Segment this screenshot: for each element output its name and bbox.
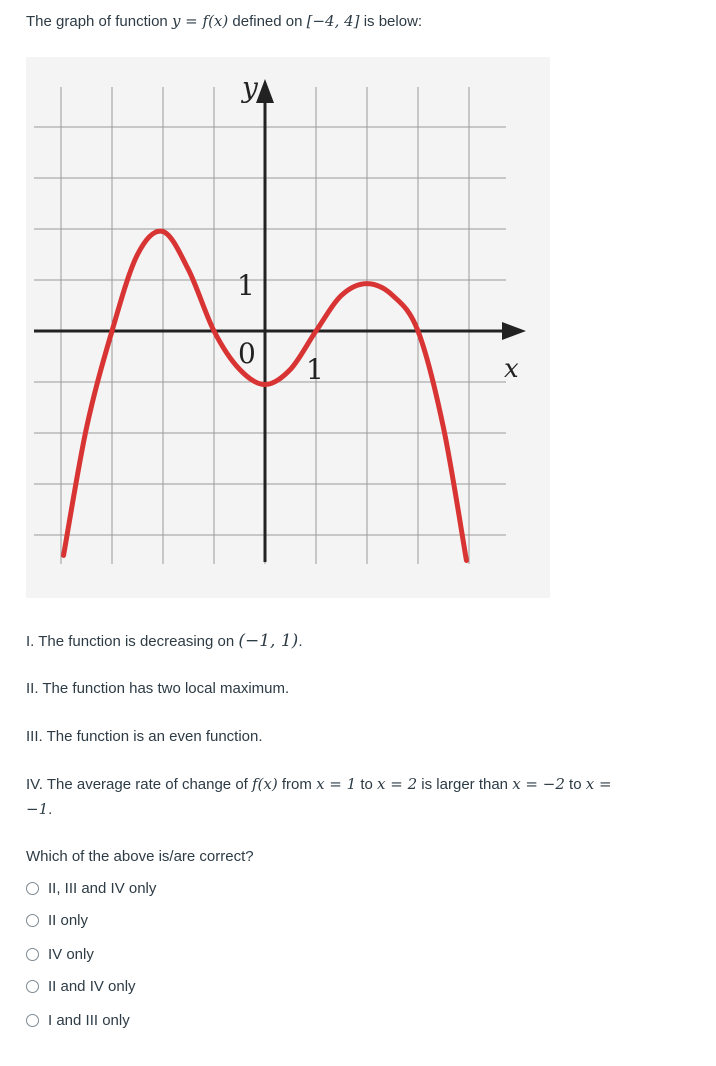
radio-button[interactable] (26, 914, 39, 927)
option-label: I and III only (48, 1012, 130, 1029)
statement-1-text: I. The function is decreasing on (26, 633, 239, 650)
statement-4-math-4: x = −2 (512, 775, 565, 793)
statement-4-part-a: IV. The average rate of change of (26, 776, 252, 793)
intro-after: is below: (359, 13, 423, 30)
graph-svg (26, 57, 550, 598)
radio-button[interactable] (26, 980, 39, 993)
intro-function: y = f(x) (171, 12, 229, 30)
tick-label-x-one: 1 (306, 353, 324, 386)
y-axis-arrow (256, 79, 274, 103)
answer-option-2[interactable] (26, 912, 88, 929)
statement-1-interval: (−1, 1) (238, 631, 299, 651)
option-label: IV only (48, 946, 94, 963)
axes (34, 79, 526, 562)
statement-4-part-c: to (356, 776, 378, 793)
option-label: II and IV only (48, 978, 136, 995)
tick-label-y-one: 1 (237, 269, 255, 302)
statement-2: II. The function has two local maximum. (26, 680, 290, 697)
intro-domain: [−4, 4] (306, 12, 360, 30)
answer-option-4[interactable] (26, 978, 136, 995)
intro-middle: defined on (228, 13, 307, 30)
statement-4-part-b: from (277, 776, 317, 793)
answer-option-3[interactable] (26, 946, 94, 963)
question-prompt: Which of the above is/are correct? (26, 848, 254, 865)
statement-4-continued (26, 800, 52, 818)
intro-before: The graph of function (26, 13, 172, 30)
radio-button[interactable] (26, 1014, 39, 1027)
answer-option-5[interactable] (26, 1012, 130, 1029)
radio-button[interactable] (26, 948, 39, 961)
option-label: II, III and IV only (48, 880, 157, 897)
statement-4-math-2: x = 1 (316, 775, 357, 793)
tick-label-origin: 0 (238, 337, 256, 370)
x-axis-label: x (504, 354, 519, 384)
statement-4-math-6: −1 (26, 800, 49, 818)
function-graph (26, 57, 550, 598)
statement-4-end: . (48, 801, 53, 818)
statement-4-math-3: x = 2 (377, 775, 418, 793)
statement-4-math-1: f(x) (252, 775, 278, 793)
x-axis-arrow (502, 322, 526, 340)
answer-option-1[interactable] (26, 880, 156, 897)
grid (34, 87, 506, 564)
statement-4-math-5: x = (585, 775, 612, 793)
option-label: II only (48, 912, 89, 929)
statement-4-part-e: to (564, 776, 586, 793)
statement-1-end: . (298, 633, 303, 650)
y-axis-label: y (242, 71, 258, 104)
intro-text (26, 12, 422, 30)
statement-3: III. The function is an even function. (26, 728, 263, 745)
statement-4 (26, 775, 612, 793)
statement-1 (26, 631, 302, 651)
radio-button[interactable] (26, 882, 39, 895)
statement-4-part-d: is larger than (417, 776, 513, 793)
